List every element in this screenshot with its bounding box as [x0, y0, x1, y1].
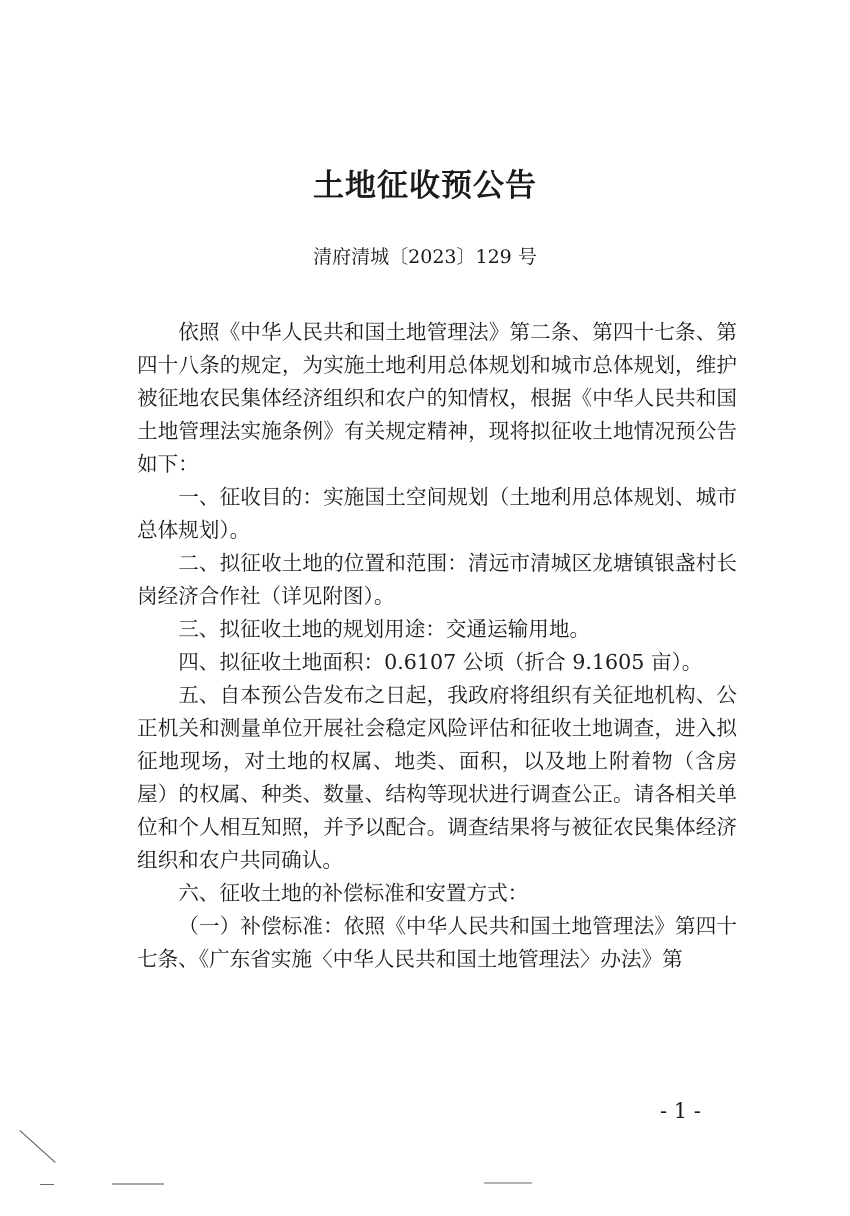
paragraph-usage: 三、拟征收土地的规划用途：交通运输用地。 — [178, 617, 591, 641]
scan-artifact-mark — [112, 1183, 164, 1185]
paragraph-area: 四、拟征收土地面积：0.6107 公顷（折合 9.1605 亩）。 — [178, 650, 703, 674]
paragraph-location: 二、拟征收土地的位置和范围：清远市清城区龙塘镇银盏村长岗经济合作社（详见附图）。 — [137, 551, 737, 608]
paragraph-survey: 五、自本预公告发布之日起，我政府将组织有关征地机构、公正机关和测量单位开展社会稳定风险评估和征收土地调查，进入拟征地现场，对土地的权属、地类、面积，以及地上附着物（含房屋）的权属、种类、数量、结构等现状进行调查公正。请各相关单位和个人相互知照，并予以配合。调查结果将与被征农民集体经济组织和农户共同确认。 — [137, 683, 737, 872]
scan-artifact-mark — [484, 1182, 532, 1184]
scan-artifact-diagonal — [19, 1130, 55, 1163]
scan-artifact-mark — [40, 1184, 54, 1185]
paragraph-intro: 依照《中华人民共和国土地管理法》第二条、第四十七条、第四十八条的规定，为实施土地利用总体规划和城市总体规划，维护被征地农民集体经济组织和农户的知情权，根据《中华人民共和国土地管理法实施条例》有关规定精神，现将拟征收土地情况预公告如下： — [137, 320, 737, 476]
page-number: - 1 - — [660, 1099, 701, 1123]
paragraph-compensation-standard: （一）补偿标准：依照《中华人民共和国土地管理法》第四十七条、《广东省实施〈中华人民共和国土地管理法〉办法》第 — [137, 914, 737, 971]
paragraph-purpose: 一、征收目的：实施国土空间规划（土地利用总体规划、城市总体规划）。 — [137, 485, 737, 542]
paragraph-compensation-heading: 六、征收土地的补偿标准和安置方式： — [178, 881, 529, 905]
document-number: 清府清城〔2023〕129 号 — [313, 246, 537, 268]
document-title: 土地征收预公告 — [313, 168, 537, 204]
document-body — [137, 316, 737, 976]
